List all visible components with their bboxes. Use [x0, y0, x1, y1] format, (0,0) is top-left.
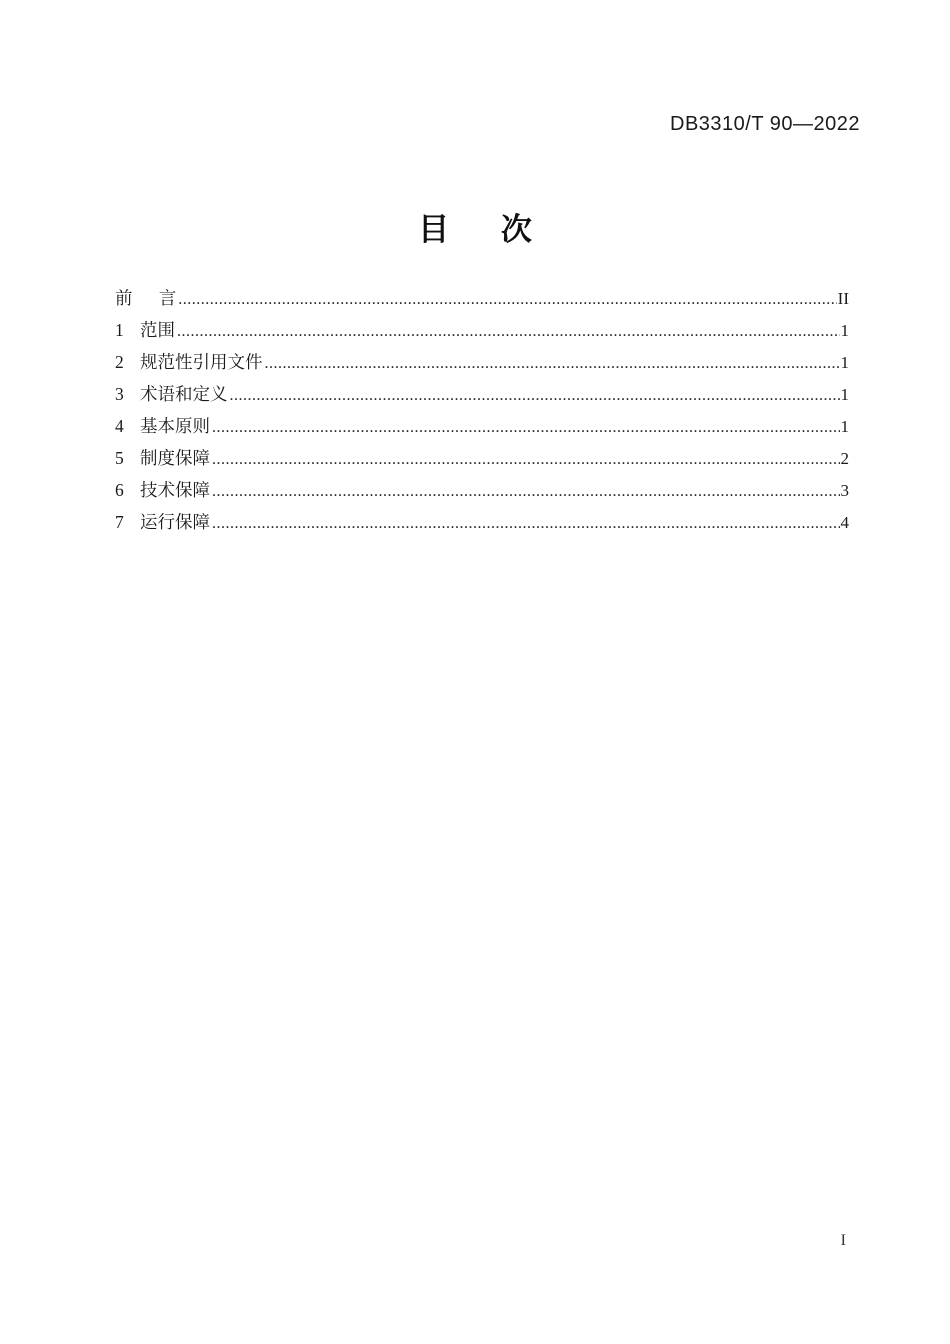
dot-leader: [177, 316, 840, 348]
toc-entry-basic-principles: [115, 410, 849, 442]
dot-leader: [178, 284, 836, 316]
toc-entry-number: 6: [115, 480, 124, 500]
toc-entry-technical-safeguards: [115, 474, 849, 506]
toc-entry-normative-references: [115, 346, 849, 378]
dot-leader: [230, 380, 840, 412]
toc-entry-page-number: II: [837, 289, 849, 308]
toc-title: 目 次: [418, 212, 532, 247]
toc-entry-label: 范围: [140, 320, 175, 340]
dot-leader: [212, 444, 840, 476]
toc-entry-page-number: 3: [840, 481, 849, 500]
toc-entry-label: 运行保障: [140, 512, 210, 532]
toc-entry-label: 前 言: [115, 288, 177, 308]
toc-entry-institutional-safeguards: [115, 442, 849, 474]
toc-entry-number: 4: [115, 416, 124, 436]
dot-leader: [212, 508, 840, 540]
toc-entry-page-number: 4: [840, 513, 849, 532]
footer-page-number: I: [840, 1232, 846, 1249]
toc-entry-number: 3: [115, 384, 124, 404]
dot-leader: [212, 476, 840, 508]
toc-entry-number: 2: [115, 352, 124, 372]
toc-entry-operational-safeguards: [115, 506, 849, 538]
toc-entry-scope: [115, 314, 849, 346]
toc-entry-number: 7: [115, 512, 124, 532]
toc-entry-label: 技术保障: [140, 480, 210, 500]
toc-entry-page-number: 1: [840, 417, 849, 436]
toc-entry-label: 术语和定义: [140, 384, 228, 404]
toc-entry-number: 5: [115, 448, 124, 468]
dot-leader: [265, 348, 840, 380]
standard-code-header: DB3310/T 90—2022: [670, 113, 860, 135]
dot-leader: [212, 412, 840, 444]
toc-entry-number: 1: [115, 320, 124, 340]
toc-entry-foreword: [115, 282, 849, 314]
toc-entry-label: 制度保障: [140, 448, 210, 468]
toc-entry-page-number: 1: [840, 353, 849, 372]
toc-entry-page-number: 2: [840, 449, 849, 468]
toc-entry-page-number: 1: [840, 321, 849, 340]
table-of-contents: [115, 282, 849, 538]
toc-entry-label: 规范性引用文件: [140, 352, 263, 372]
toc-entry-terms-definitions: [115, 378, 849, 410]
toc-entry-page-number: 1: [840, 385, 849, 404]
toc-entry-label: 基本原则: [140, 416, 210, 436]
